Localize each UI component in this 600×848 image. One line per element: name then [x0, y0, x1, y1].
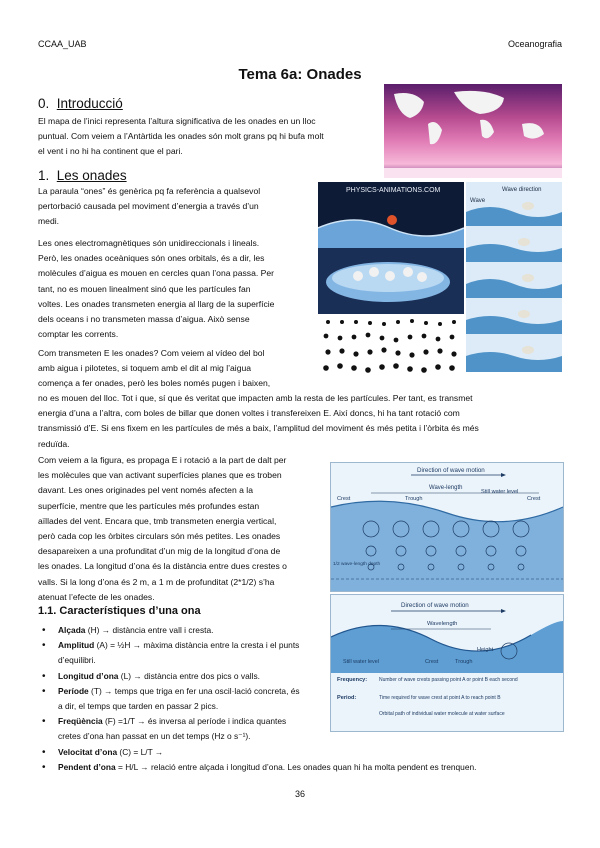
list-item: • Pendent d’ona = H/L → relació entre alçada i longitud d’ona. Les onades quan hi ha molta pendent es trenquen. [38, 760, 562, 775]
text-line: Com veiem a la figura, es propaga E i rotació a la part de dalt per [38, 455, 287, 465]
crest-label-3: Crest [425, 659, 439, 665]
text-line: transmissió d’E. Si ens fixem en les partícules de més a baix, l’amplitud del moviment és més petita i l’òrbita és més [38, 423, 479, 434]
text-line: atenuat l’efecte de les onades. [38, 591, 155, 602]
wavelength-label-2: Wavelength [427, 621, 458, 627]
section-0-text [38, 114, 378, 160]
orbital-text: Orbital path of individual water molecule at water surface [379, 711, 505, 717]
list-item: • Període (T) → temps que triga en fer una oscil·lació concreta, és a dir, el temps que tarden en passar 2 pics. [38, 684, 348, 714]
text-line: amb aigua i pilotetes, si toquem amb el dit al mig l’aigua [38, 363, 252, 374]
text-line: comença a fer onades, però les boles només pugen i baixen, [38, 378, 271, 389]
list-item: • Alçada (H) → distància entre vall i cresta. [38, 623, 562, 638]
paragraph-2 [38, 236, 310, 342]
still-water-label-2: Still water level [343, 659, 379, 665]
text-line: aïllades del vent. Encara que, tmb transmeten energia vertical, [38, 515, 277, 526]
text-line: pertorbació causada pel moviment d’energia a través d’un [38, 201, 259, 212]
frequency-text: Number of wave crests passing point A or point B each second [379, 677, 518, 683]
period-text: Time required for wave crest at point A to reach point B [379, 695, 501, 701]
paragraph-1 [38, 184, 310, 230]
list-item: • Velocitat d’ona (C) = L/T → [38, 745, 562, 760]
text-line: energia d’una a l’altra, com boles de billar que donen voltes i transfereixen E. Així doncs, hi ha tant rotació com [38, 408, 460, 419]
text-line: el vent i no hi ha continent que el pari. [38, 146, 183, 157]
text-line: les molècules que van activant superfícies planes que es troben [38, 470, 282, 481]
section-1-number: 1. [38, 168, 50, 183]
period-label: Period: [337, 695, 357, 701]
text-line: dels oceans i no transmeten massa d’aigua. Això sense [38, 314, 250, 325]
text-line: davant. Les ones originades pel vent només afecten a la [38, 485, 253, 496]
crest-label-1: Crest [337, 496, 351, 502]
list-item: • Longitud d’ona (L) → distància entre dos pics o valls. [38, 669, 562, 684]
physics-animation-figure [318, 182, 464, 314]
page-number: 36 [294, 789, 305, 799]
text-line: molècules d’aigua es mouen en cercles quan l’ona passa. Per [38, 268, 274, 279]
trough-label: Trough [405, 496, 423, 502]
particle-motion-figure [318, 316, 464, 382]
section-0-number: 0. [38, 96, 50, 111]
text-line: comptar les corrents. [38, 329, 119, 340]
text-line: medi. [38, 216, 60, 227]
list-item: • Freqüència (F) =1/T → és inversa al període i indica quantes cretes d’ona han passat en un det temps (Hz o s⁻¹). [38, 714, 348, 744]
wave-direction-sequence [466, 182, 562, 372]
text-line: Però, les onades oceàniques són ones orbitals, és a dir, les [38, 253, 265, 264]
header-right: Oceanografia [507, 39, 562, 49]
trough-label-2: Trough [455, 659, 473, 665]
direction-label: Direction of wave motion [417, 467, 485, 474]
text-line: tant, no es mouen linealment sinó que les partícules fan [38, 283, 251, 294]
text-line: però cada cop les òrbites circulars són més petites. Les onades [38, 531, 281, 542]
section-0-heading [38, 96, 123, 111]
paragraph-3a [38, 346, 310, 392]
text-line: valls. Si la long d’ona és 2 m, a 1 m de profunditat (2*1/2) s’ha [38, 576, 275, 587]
section-1-1-heading: 1.1. Característiques d’una ona [38, 605, 201, 617]
wave-direction-label: Wave direction [502, 187, 542, 193]
text-line: Com transmeten E les onades? Com veiem al vídeo del bol [38, 348, 265, 358]
text-line: voltes. Les onades transmeten energia al llarg de la superfície [38, 298, 275, 309]
frequency-label: Frequency: [337, 677, 368, 683]
wave-label: Wave [470, 198, 486, 204]
section-1-title: Les onades [56, 168, 127, 183]
paragraph-4 [38, 453, 322, 605]
direction-label-2: Direction of wave motion [401, 602, 469, 609]
wave-orbit-diagram [330, 462, 564, 592]
text-line: El mapa de l’inici representa l’altura significativa de les onades en un lloc [38, 116, 316, 126]
text-line: desapareixen a una profunditat d’un mig de la longitud d’ona de [38, 546, 281, 557]
text-line: no es mouen del lloc. Tot i que, sí que és veritat que impacten amb la resta de les partícules. Per tant, es transmet [38, 393, 473, 403]
height-label: Height [477, 647, 494, 653]
section-0-title: Introducció [56, 96, 123, 111]
header-left: CCAA_UAB [38, 39, 87, 49]
crest-label-2: Crest [527, 496, 541, 502]
paragraph-3b [38, 391, 562, 452]
text-line: superfície, mentre que les partícules més profundes estan [38, 500, 260, 511]
text-line: La paraula “ones” és genèrica pq fa referència a qualsevol [38, 186, 261, 196]
physics-banner: PHYSICS-ANIMATIONS.COM [346, 187, 441, 194]
list-item: • Amplitud (A) = ½H → màxima distància entre la cresta i el punts d’equilibri. [38, 638, 348, 668]
text-line: puntual. Com veiem a l’Antàrtida les onades són molt grans pq hi bufa molt [38, 131, 324, 142]
page-title: Tema 6a: Onades [238, 66, 362, 83]
text-line: reduïda. [38, 438, 70, 449]
wave-height-map [384, 84, 562, 178]
wave-characteristics-diagram [330, 594, 564, 732]
wavelength-label: Wave-length [429, 485, 463, 491]
depth-label: 1/2 wave-length depth [333, 562, 381, 567]
section-1-heading [38, 168, 127, 183]
text-line: Les ones electromagnètiques són unidireccionals i lineals. [38, 238, 260, 248]
text-line: les onades. La longitud d’ona és la distància entre dues crestes o [38, 561, 287, 572]
still-water-label: Still water level [481, 489, 519, 495]
